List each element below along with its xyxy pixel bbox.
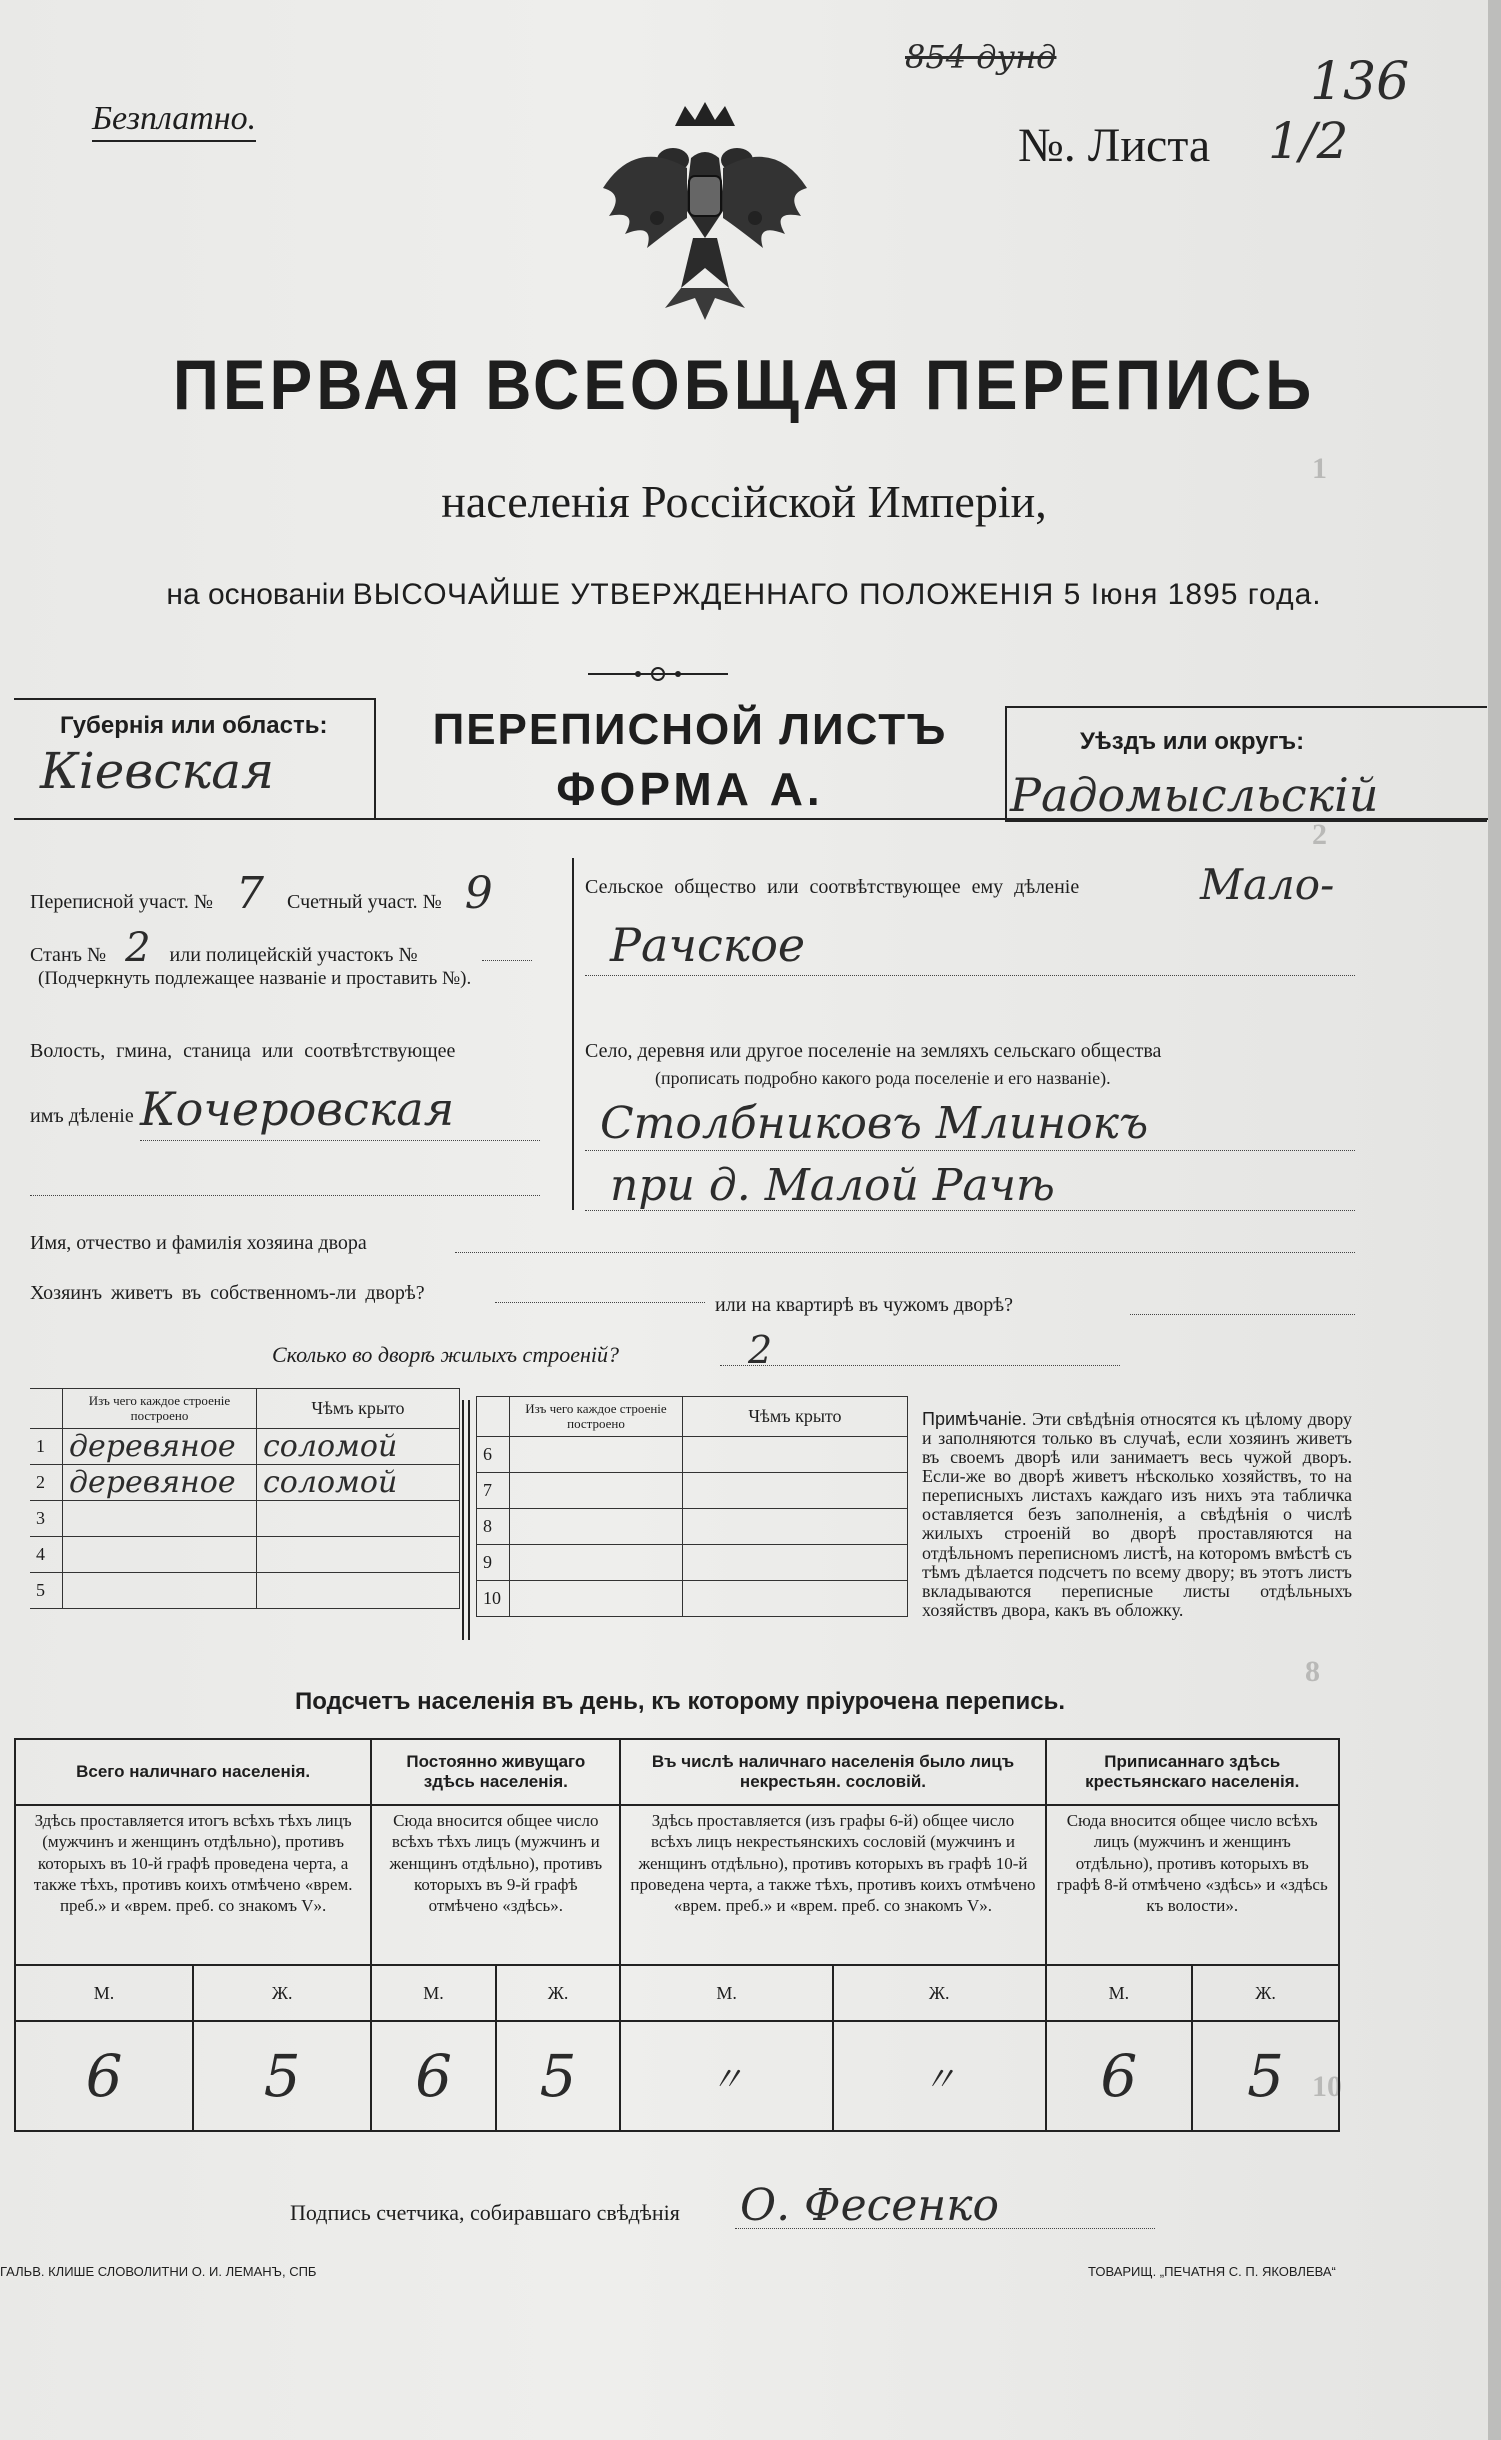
- building-roof[interactable]: [683, 1437, 908, 1473]
- row-number: 6: [477, 1437, 510, 1473]
- female-label: Ж.: [833, 1965, 1046, 2021]
- village-value[interactable]: Столбниковъ Млинокъ: [600, 1098, 1149, 1149]
- owner-label: Имя, отчество и фамилія хозяина двора: [30, 1232, 367, 1254]
- col-roof-header-right: Чѣмъ крыто: [683, 1397, 908, 1437]
- census-district-value[interactable]: 7: [236, 868, 265, 919]
- row-number: 5: [30, 1573, 63, 1609]
- col-roof-header: Чѣмъ крыто: [257, 1389, 460, 1429]
- legal-basis: [0, 578, 1488, 612]
- printer-right: ТОВАРИЩ. „ПЕЧАТНЯ С. П. ЯКОВЛЕВА“: [1088, 2264, 1336, 2279]
- female-label: Ж.: [1192, 1965, 1339, 2021]
- non-peasant-female-count[interactable]: 〃: [833, 2021, 1046, 2131]
- stan-value[interactable]: 2: [125, 925, 151, 971]
- population-heading: Подсчетъ населенія въ день, къ которому пріурочена перепись.: [295, 1688, 1065, 1715]
- buildings-value[interactable]: 2: [748, 1328, 773, 1372]
- non-peasant-male-count[interactable]: 〃: [620, 2021, 833, 2131]
- row-number: 8: [477, 1509, 510, 1545]
- male-label: М.: [1046, 1965, 1193, 2021]
- building-roof[interactable]: [257, 1537, 460, 1573]
- underline-note: (Подчеркнуть подлежащее названіе и проставить №).: [38, 968, 472, 989]
- volost-label: Волость, гмина, станица или соотвѣтствующее: [30, 1040, 456, 1062]
- double-headed-eagle-icon: [595, 98, 815, 338]
- village-label: Село, деревня или другое поселеніе на земляхъ сельскаго общества: [585, 1040, 1162, 1062]
- population-col-desc: Сюда вносится общее число всѣхъ лицъ (мужчинъ и женщинъ отдѣльно), противъ которыхъ въ графѣ 8-й отмѣчено «здѣсь» и «здѣсь къ волости».: [1046, 1805, 1339, 1965]
- present-male-count[interactable]: 6: [15, 2021, 193, 2131]
- col-material-header: Изъ чего каждое строеніе построено: [63, 1389, 257, 1429]
- lives-own-label: Хозяинъ живетъ въ собственномъ-ли дворѣ?: [30, 1282, 425, 1304]
- bleed-number: 8: [1305, 1655, 1320, 1688]
- row-number: 4: [30, 1537, 63, 1573]
- note-text: Эти свѣдѣнія относятся къ цѣлому двору и заполняются только въ случаѣ, если хозяинъ живетъ въ своемъ дворѣ или занимаетъ весь чужой дворъ. Если-же во дворѣ живетъ нѣсколько хозяйствъ, то на переписныхъ листахъ каждаго изъ нихъ эта табличка оставляется безъ заполненія, а свѣдѣнія о числѣ жилыхъ строеній во дворѣ проставляются на отдѣльномъ переписномъ листѣ, на которомъ вмѣстѣ съ тѣмъ дѣлается подсчетъ по всему двору; въ этотъ листъ вкладываются переписные листы отдѣльныхъ хозяйствъ двора, какъ въ обложку.: [922, 1409, 1353, 1620]
- building-roof[interactable]: [683, 1509, 908, 1545]
- lives-rent-label: или на квартирѣ въ чужомъ дворѣ?: [715, 1294, 1014, 1316]
- male-label: М.: [15, 1965, 193, 2021]
- buildings-table-right: [476, 1396, 908, 1617]
- registered-female-count[interactable]: 5: [1192, 2021, 1339, 2131]
- building-roof[interactable]: [683, 1581, 908, 1617]
- rural-society-value[interactable]: Мало-: [1200, 860, 1335, 909]
- building-roof[interactable]: [683, 1473, 908, 1509]
- printer-left: ГАЛЬВ. КЛИШЕ СЛОВОЛИТНИ О. И. ЛЕМАНЪ, СПБ: [0, 2264, 317, 2279]
- building-material[interactable]: [510, 1581, 683, 1617]
- population-table: [14, 1738, 1340, 2132]
- village-value-2[interactable]: при д. Малой Рачѣ: [610, 1160, 1055, 1211]
- buildings-table-left: [30, 1388, 460, 1609]
- population-col-head: Приписаннаго здѣсь крестьянскаго населенія.: [1046, 1739, 1339, 1805]
- corner-number: 136: [1310, 52, 1410, 112]
- building-roof[interactable]: соломой: [257, 1465, 460, 1501]
- building-material[interactable]: деревяное: [63, 1429, 257, 1465]
- stan-label: Станъ №: [30, 944, 107, 966]
- buildings-label: Сколько во дворѣ жилыхъ строеній?: [272, 1342, 619, 1367]
- note-title: Примѣчаніе.: [922, 1409, 1027, 1429]
- population-col-head: Всего наличнаго населенія.: [15, 1739, 371, 1805]
- col-material-header-right: Изъ чего каждое строеніе построено: [510, 1397, 683, 1437]
- resident-female-count[interactable]: 5: [496, 2021, 621, 2131]
- signature-value[interactable]: О. Фесенко: [740, 2180, 1000, 2231]
- population-col-desc: Здѣсь проставляется (изъ графы 6-й) общее число всѣхъ лицъ некрестьянскихъ сословій (мужчинъ и женщинъ отдѣльно), противъ которыхъ въ графѣ 10-й проведена черта, а также тѣхъ, противъ коихъ отмѣчено «врем. преб.» и «врем. преб. со знакомъ V».: [620, 1805, 1045, 1965]
- bleed-number: 2: [1312, 818, 1327, 851]
- legal-basis-prefix: на основаніи: [166, 578, 346, 611]
- volost-label-2: имъ дѣленіе: [30, 1105, 134, 1127]
- form-type: ФОРМА А.: [556, 763, 824, 815]
- building-material[interactable]: [510, 1545, 683, 1581]
- page-edge: [1488, 0, 1501, 2440]
- uezd-label: Уѣздъ или округъ:: [1080, 728, 1305, 755]
- count-district-value[interactable]: 9: [464, 868, 493, 919]
- crossed-number: 854 дунд: [905, 38, 1057, 76]
- female-label: Ж.: [496, 1965, 621, 2021]
- building-roof[interactable]: [683, 1545, 908, 1581]
- page-title: ПЕРВАЯ ВСЕОБЩАЯ ПЕРЕПИСЬ: [172, 345, 1316, 425]
- row-number: 10: [477, 1581, 510, 1617]
- bleed-number: 10: [1312, 2070, 1342, 2103]
- female-label: Ж.: [193, 1965, 371, 2021]
- registered-male-count[interactable]: 6: [1046, 2021, 1193, 2131]
- building-material[interactable]: [510, 1509, 683, 1545]
- sheet-no-value: 1/2: [1268, 112, 1349, 170]
- building-material[interactable]: деревяное: [63, 1465, 257, 1501]
- village-note: (прописать подробно какого рода поселеніе и его названіе).: [655, 1068, 1111, 1088]
- building-roof[interactable]: [257, 1573, 460, 1609]
- building-material[interactable]: [510, 1437, 683, 1473]
- census-district-label: Переписной участ. №: [30, 891, 214, 913]
- uezd-value: Радомысльскій: [1010, 768, 1379, 822]
- rural-society-value-2[interactable]: Рачское: [610, 918, 806, 972]
- row-number: 7: [477, 1473, 510, 1509]
- police-label: или полицейскій участокъ №: [169, 944, 418, 966]
- population-col-desc: Здѣсь проставляется итогъ всѣхъ тѣхъ лицъ (мужчинъ и женщинъ отдѣльно), противъ которыхъ въ 10-й графѣ проведена черта, а также тѣхъ, противъ коихъ отмѣчено «врем. преб.» и «врем. преб. со знакомъ V».: [15, 1805, 371, 1965]
- volost-value[interactable]: Кочеровская: [140, 1082, 455, 1136]
- building-roof[interactable]: [257, 1501, 460, 1537]
- count-district-label: Счетный участ. №: [287, 891, 442, 913]
- sheet-no-label: №. Листа: [1018, 119, 1211, 172]
- population-col-head: Въ числѣ наличнаго населенія было лицъ некрестьян. сословій.: [620, 1739, 1045, 1805]
- stan-row: [30, 925, 418, 971]
- form-name: ПЕРЕПИСНОЙ ЛИСТЪ: [432, 705, 948, 754]
- signature-label: Подпись счетчика, собиравшаго свѣдѣнія: [290, 2200, 680, 2225]
- gubernia-value: Кіевская: [40, 742, 275, 800]
- ornament-divider-icon: [588, 662, 728, 686]
- gubernia-label: Губернія или область:: [60, 712, 328, 739]
- free-label: Безплатно.: [92, 100, 256, 142]
- rural-society-label: Сельское общество или соотвѣтствующее ему дѣленіе: [585, 876, 1080, 898]
- population-col-desc: Сюда вносится общее число всѣхъ тѣхъ лицъ (мужчинъ и женщинъ отдѣльно), противъ которыхъ въ 9-й графѣ отмѣчено «здѣсь».: [371, 1805, 620, 1965]
- building-material[interactable]: [63, 1501, 257, 1537]
- male-label: М.: [371, 1965, 496, 2021]
- building-material[interactable]: [63, 1573, 257, 1609]
- present-female-count[interactable]: 5: [193, 2021, 371, 2131]
- row-number: 9: [477, 1545, 510, 1581]
- male-label: М.: [620, 1965, 833, 2021]
- note-block: [922, 1410, 1352, 1620]
- census-district: [30, 868, 511, 919]
- building-material[interactable]: [63, 1537, 257, 1573]
- page-subtitle: населенія Россійской Имперіи,: [441, 476, 1047, 527]
- building-roof[interactable]: соломой: [257, 1429, 460, 1465]
- row-number: 3: [30, 1501, 63, 1537]
- bleed-number: 1: [1312, 452, 1327, 485]
- row-number: 2: [30, 1465, 63, 1501]
- population-col-head: Постоянно живущаго здѣсь населенія.: [371, 1739, 620, 1805]
- building-material[interactable]: [510, 1473, 683, 1509]
- row-number: 1: [30, 1429, 63, 1465]
- legal-basis-text: ВЫСОЧАЙШЕ УТВЕРЖДЕННАГО ПОЛОЖЕНІЯ 5 Іюня 1895 года.: [352, 578, 1322, 611]
- resident-male-count[interactable]: 6: [371, 2021, 496, 2131]
